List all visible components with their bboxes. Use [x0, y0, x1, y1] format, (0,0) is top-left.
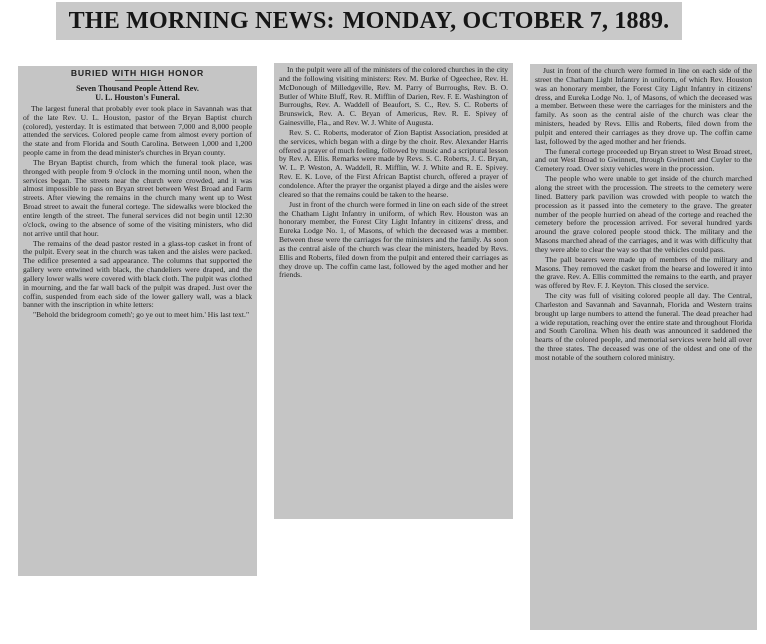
article-paragraph: The people who were unable to get inside of the church marched along the street with the procession. The streets to the cemetery were lined. Battery park pavilion was crowded with people to watch the procession as it passed into the cemetery to the grave. The greater number of the people hurried on ahead of the cortege and reached the cemetery before the procession arrived. For several hundred yards around the grave colored people stood thick. The military and the Masons marched ahead of the carriages, and it was with difficulty that they were able to clear the way so that the vehicles could pass.	[535, 174, 752, 254]
article-paragraph: Just in front of the church were formed in line on each side of the street the Chatham Light Infantry in uniform, of which Rev. Houston was an honorary member, the Forest City Light Infantry in citizens' dress, and Eureka Lodge No. 1, of Masons, of which the deceased was a member. Between these were the carriages for the ministers and the family. As soon as the central aisle of the church was clear the ministers, headed by Revs. Ellis and Roberts, filed down from the pulpit and entered their carriages as they drove up. The coffin came last, followed by the aged mother and her friends.	[279, 199, 508, 280]
article-column-3	[530, 64, 757, 630]
article-paragraph: The remains of the dead pastor rested in a glass-top casket in front of the pulpit. Every seat in the church was taken and the aisles were packed. The edifice presented a sad appearance. The columns that supported the gallery were entwined with black, the chandeliers were draped, and the gallery lower walls were covered with black cloth. The pulpit was clothed in mourning, and the far wall back of the pulpit was draped. Just over the coffin, suspended from each side of the lower gallery wall, was a black banner with the inscription in white letters:	[23, 238, 252, 310]
article-paragraph: The pall bearers were made up of members of the military and Masons. They removed the casket from the hearse and lowered it into the grave. Rev. A. Ellis committed the remains to the earth, and prayer was offered by Rev. F. J. Keyton. This closed the service.	[535, 254, 752, 291]
newspaper-masthead	[56, 2, 682, 40]
article-column-1	[18, 66, 257, 576]
article-paragraph: In the pulpit were all of the ministers of the colored churches in the city and the following visiting ministers: Rev. M. Burke of Ogeechee, Rev. H. McDonough of Milledgeville, Rev. M. Parry of Burroughs, Rev. B. O. Butler of White Bluff, Rev. R. Mifflin of Darien, Rev. F. E. Washington of Burroughs, Rev. A. Waddell of Beaufort, S. C., Rev. S. C. Roberts of Brunswick, Rev. A. C. Bryan of Americus, Rev. R. E. Spivey of Gainesville, Fla., and Rev. W. J. White of Augusta.	[279, 65, 508, 128]
article-paragraph: The funeral cortege proceeded up Bryan street to West Broad street, and out West Broad to Gwinnett, through Gwinnett and Cuyler to the Cemetery road. Over sixty vehicles were in the procession.	[535, 146, 752, 174]
article-paragraph: Rev. S. C. Roberts, moderator of Zion Baptist Association, presided at the services, which began with a dirge by the choir. Rev. Alexander Harris offered a prayer of much feeling, followed by music and a scriptural lesson by Rev. A. Ellis. Remarks were made by Revs. S. C. Roberts, J. C. Bryan, W. L. P. Weston, A. Waddell, R. Mifflin, W. J. White and R. E. Spivey. Rev. E. K. Love, of the First African Baptist church, offered a prayer of condolence. After the prayer the organist played a dirge and the aisles were cleared so that the remains could be taken to the hearse.	[279, 127, 508, 199]
article-paragraph: The largest funeral that probably ever took place in Savannah was that of the late Rev. U. L. Houston, pastor of the Bryan Baptist church (colored), yesterday. It is estimated that between 7,000 and 8,000 people attended the services. Colored people came from almost every portion of the state and from Florida and South Carolina. Between 1,000 and 1,200 people came in from the dead minister's churches in Bryan county.	[23, 103, 252, 158]
issue-date: MONDAY, OCTOBER 7, 1889.	[342, 7, 670, 34]
article-paragraph: The Bryan Baptist church, from which the funeral took place, was thronged with people from 9 o'clock in the morning until noon, when the services began. The streets near the church were crowded, and it was almost impossible to pass on Bryan street between West Broad and Farm streets. After viewing the remains in the church many went up to West Broad street to await the funeral cortege. The sidewalks were blocked the entire length of the street. The funeral services did not begin until 12:30 o'clock, owing to the absence of some of the visiting ministers, who did not arrive until that hour.	[23, 157, 252, 238]
newspaper-name: THE MORNING NEWS:	[68, 7, 335, 34]
article-headline: BURIED WITH HIGH HONOR	[70, 68, 205, 78]
article-column-2	[274, 63, 513, 519]
headline-divider	[115, 80, 161, 81]
article-subhead-line-2: U. L. Houston's Funeral.	[95, 92, 180, 102]
article-paragraph: Just in front of the church were formed in line on each side of the street the Chatham Light Infantry in uniform, of which Rev. Houston was an honorary member, the Forest City Light Infantry in citizens' dress, and Eureka Lodge No. 1, of Masons, of which the deceased was a member. Between these were the carriages for the ministers and the family. As soon as the central aisle of the church was clear the ministers, headed by Revs. Ellis and Roberts, filed down from the pulpit and entered their carriages as they drove up. The coffin came last, followed by the aged mother and her friends.	[535, 66, 752, 146]
article-subhead-line-1: Seven Thousand People Attend Rev.	[76, 83, 199, 93]
article-quote: "Behold the bridegroom cometh'; go ye out to meet him.' His last text."	[33, 310, 250, 320]
article-paragraph: The city was full of visiting colored people all day. The Central, Charleston and Savannah and Savannah, Florida and Western trains brought up large numbers to attend the funeral. The dead preacher had a wide reputation, reaching over the entire state and throughout Florida and South Carolina. When his death was announced it saddened the hearts of the colored people, and memorial services were held all over the three states. The deceased was one of the oldest and one of the most notable of the southern colored ministry.	[535, 291, 752, 362]
